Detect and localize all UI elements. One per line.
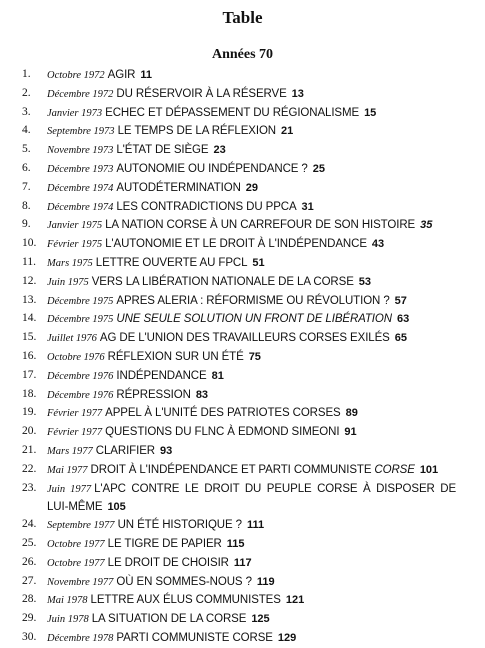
entry-body [47,216,456,235]
entry-number: 26. [22,555,37,568]
entry-date: Octobre 1972 [47,70,105,81]
toc-entry [22,235,456,254]
entry-number: 16. [22,349,37,362]
entry-title: LE TEMPS DE LA RÉFLEXION [117,125,277,138]
entry-title: LETTRE OUVERTE AU FPCL [95,256,248,269]
entry-page-number: 117 [233,556,252,569]
entry-title: APPEL À L'UNITÉ DES PATRIOTES CORSES [105,407,341,420]
entry-date: Mai 1978 [47,595,88,607]
entry-date: Juin 1975 [47,276,89,288]
page-title: Table [222,8,263,27]
entry-title: LE TIGRE DE PAPIER [107,537,222,550]
entry-page-number: 101 [419,463,439,476]
entry-date: Septembre 1973 [47,126,115,138]
toc-entry [22,122,456,141]
entry-title: UNE SEULE SOLUTION UN FRONT DE LIBÉRATION [116,313,392,326]
entry-body [47,442,456,461]
toc-entry [22,591,456,610]
toc-entry [22,480,456,517]
toc-entry [22,348,456,367]
entry-page-number: 125 [251,613,270,626]
entry-number: 30. [22,630,37,643]
entry-page-number: 51 [252,256,265,269]
table-of-contents [22,66,456,648]
entry-date: Juillet 1976 [47,333,97,345]
section-heading: Années 70 [211,47,274,62]
entry-body [47,292,456,311]
toc-entry [22,310,456,329]
entry-page-number: 89 [345,407,358,420]
entry-body [47,160,456,179]
entry-body [47,367,456,386]
entry-number: 13. [22,293,37,306]
entry-date: Décembre 1973 [47,163,114,175]
entry-date: Décembre 1978 [47,632,114,644]
entry-number: 20. [22,425,37,438]
toc-entry [22,516,456,535]
entry-title: AUTONOMIE OU INDÉPENDANCE ? [116,162,308,175]
entry-body [47,610,456,629]
toc-entry [22,66,456,85]
toc-entry [22,610,456,629]
toc-entry [22,160,456,179]
entry-number: 10. [22,237,37,250]
entry-page-number: 53 [358,275,372,288]
toc-entry [22,141,456,160]
entry-page-number: 119 [256,575,275,588]
entry-page-number: 111 [246,519,265,532]
entry-date: Mars 1975 [47,257,93,269]
entry-body [47,423,456,442]
entry-number: 3. [22,105,31,118]
entry-number: 24. [22,518,37,531]
entry-number: 19. [22,406,37,419]
entry-title: INDÉPENDANCE [116,369,207,382]
entry-page-number: 65 [394,332,407,345]
entry-number: 7. [22,180,31,193]
toc-entry [22,535,456,554]
entry-title: RÉPRESSION [116,388,191,401]
entry-title: DU RÉSERVOIR À LA RÉSERVE [116,87,287,100]
toc-entry [22,85,456,104]
toc-entry [22,104,456,123]
entry-date: Février 1975 [47,239,103,251]
entry-page-number: 23 [213,144,226,157]
entry-page-number: 75 [248,350,261,363]
entry-date: Décembre 1974 [47,201,114,213]
entry-date: Juin 1978 [47,614,89,626]
entry-date: Octobre 1977 [47,557,105,569]
entry-title: LETTRE AUX ÉLUS COMMUNISTES [90,594,281,607]
entry-body [47,66,456,85]
entry-body [47,386,456,405]
entry-page-number: 91 [344,426,357,439]
entry-body [47,104,456,123]
entry-title: LA SITUATION DE LA CORSE [91,613,247,626]
entry-body [47,141,456,160]
entry-body [47,122,456,141]
toc-entry [22,367,456,386]
entry-body [47,310,456,329]
entry-page-number: 63 [396,313,410,326]
entry-date: Septembre 1977 [47,520,115,532]
entry-title: LA NATION CORSE À UN CARREFOUR DE SON HISTOIRE [105,219,416,232]
entry-number: 21. [22,443,37,456]
entry-date: Décembre 1972 [47,88,114,100]
entry-page-number: 43 [371,238,385,251]
toc-entry [22,423,456,442]
entry-date: Novembre 1977 [47,576,114,588]
entry-body [47,535,456,554]
entry-number: 28. [22,593,37,606]
entry-number: 5. [22,143,31,156]
entry-body [47,554,456,573]
entry-body [47,629,456,648]
entry-number: 1. [22,68,31,80]
entry-date: Octobre 1976 [47,351,105,363]
entry-page-number: 31 [301,200,314,213]
entry-date: Février 1977 [47,427,103,439]
entry-number: 8. [22,199,31,212]
toc-entry [22,198,456,217]
entry-page-number: 105 [107,501,126,514]
entry-number: 25. [22,536,37,549]
entry-number: 17. [22,368,37,381]
entry-title: VERS LA LIBÉRATION NATIONALE DE LA CORSE [91,275,354,288]
entry-page-number: 35 [420,219,433,232]
entry-number: 15. [22,331,37,344]
entry-title: DROIT À L'INDÉPENDANCE ET PARTI COMMUNISTE [90,463,372,476]
entry-body [47,348,456,367]
entry-number: 11. [22,255,36,268]
entry-date: Décembre 1975 [47,295,114,307]
entry-page-number: 11 [140,69,153,81]
entry-title: AUTODÉTERMINATION [116,181,241,194]
toc-entry [22,273,456,292]
entry-date: Décembre 1976 [47,370,114,382]
entry-date: Juin 1977 [47,483,92,495]
entry-date: Février 1977 [47,408,103,420]
entry-number: 9. [22,218,31,231]
entry-page-number: 129 [277,631,297,644]
entry-number: 4. [22,124,31,137]
entry-title: LES CONTRADICTIONS DU PPCA [116,200,297,213]
entry-title: AGIR [107,69,136,81]
entry-date: Décembre 1975 [47,314,114,326]
entry-date: Janvier 1975 [47,220,103,232]
toc-entry [22,179,456,198]
entry-number: 2. [22,86,31,99]
entry-title: UN ÉTÉ HISTORIQUE ? [117,519,242,532]
entry-page-number: 83 [195,388,209,401]
entry-date: Décembre 1976 [47,389,114,401]
entry-title: RÉFLEXION SUR UN ÉTÉ [107,350,244,363]
entry-page-number: 13 [291,87,304,100]
toc-entry [22,442,456,461]
entry-body [47,480,456,517]
entry-number: 23. [22,481,37,494]
entry-body [47,461,456,480]
entry-body [47,516,456,535]
entry-page-number: 81 [211,369,224,382]
entry-number: 29. [22,612,37,625]
entry-body [47,179,456,198]
entry-title: OÙ EN SOMMES-NOUS ? [116,575,252,588]
entry-title-tail: CORSE [374,463,415,476]
entry-page-number: 93 [159,444,173,457]
entry-page-number: 121 [285,594,305,607]
entry-body [47,198,456,217]
entry-body [47,404,456,423]
entry-number: 14. [22,312,37,325]
toc-entry [22,573,456,592]
entry-number: 6. [22,161,31,174]
entry-page-number: 115 [226,537,245,550]
entry-title: PARTI COMMUNISTE CORSE [116,631,273,644]
entry-title: AG DE L'UNION DES TRAVAILLEURS CORSES EXILÉS [99,332,390,345]
entry-number: 27. [22,574,37,587]
entry-title: CLARIFIER [95,444,155,457]
entry-date: Mai 1977 [47,464,88,476]
entry-date: Mars 1977 [47,445,93,457]
entry-date: Janvier 1973 [47,107,103,119]
toc-entry [22,216,456,235]
entry-title: L'AUTONOMIE ET LE DROIT À L'INDÉPENDANCE [105,238,367,251]
entry-body [47,235,456,254]
entry-title: L'ÉTAT DE SIÈGE [116,144,209,157]
entry-title: QUESTIONS DU FLNC À EDMOND SIMEONI [105,426,340,439]
entry-title: ECHEC ET DÉPASSEMENT DU RÉGIONALISME [105,106,360,119]
toc-entry [22,461,456,480]
entry-date: Décembre 1974 [47,182,114,194]
entry-title: L'APC CONTRE LE DROIT DU PEUPLE CORSE À DISPOSER DE LUI-MÊME [47,482,457,514]
entry-body [47,254,456,273]
entry-date: Octobre 1977 [47,538,105,550]
entry-title: LE DROIT DE CHOISIR [107,556,229,569]
entry-page-number: 29 [245,181,259,194]
entry-body [47,573,456,592]
entry-number: 12. [22,274,37,287]
entry-page-number: 57 [394,294,407,307]
entry-title: APRES ALERIA : RÉFORMISME OU RÉVOLUTION ? [116,294,390,307]
entry-number: 18. [22,387,37,400]
toc-entry [22,629,456,648]
entry-body [47,329,456,348]
toc-entry [22,292,456,311]
toc-entry [22,404,456,423]
toc-entry [22,386,456,405]
entry-body [47,85,456,104]
entry-date: Novembre 1973 [47,145,114,157]
entry-number: 22. [22,462,37,475]
toc-entry [22,329,456,348]
entry-body [47,273,456,292]
toc-entry [22,254,456,273]
entry-page-number: 25 [312,162,325,175]
toc-entry [22,554,456,573]
entry-page-number: 21 [281,125,294,138]
entry-body [47,591,456,610]
entry-page-number: 15 [364,106,377,119]
